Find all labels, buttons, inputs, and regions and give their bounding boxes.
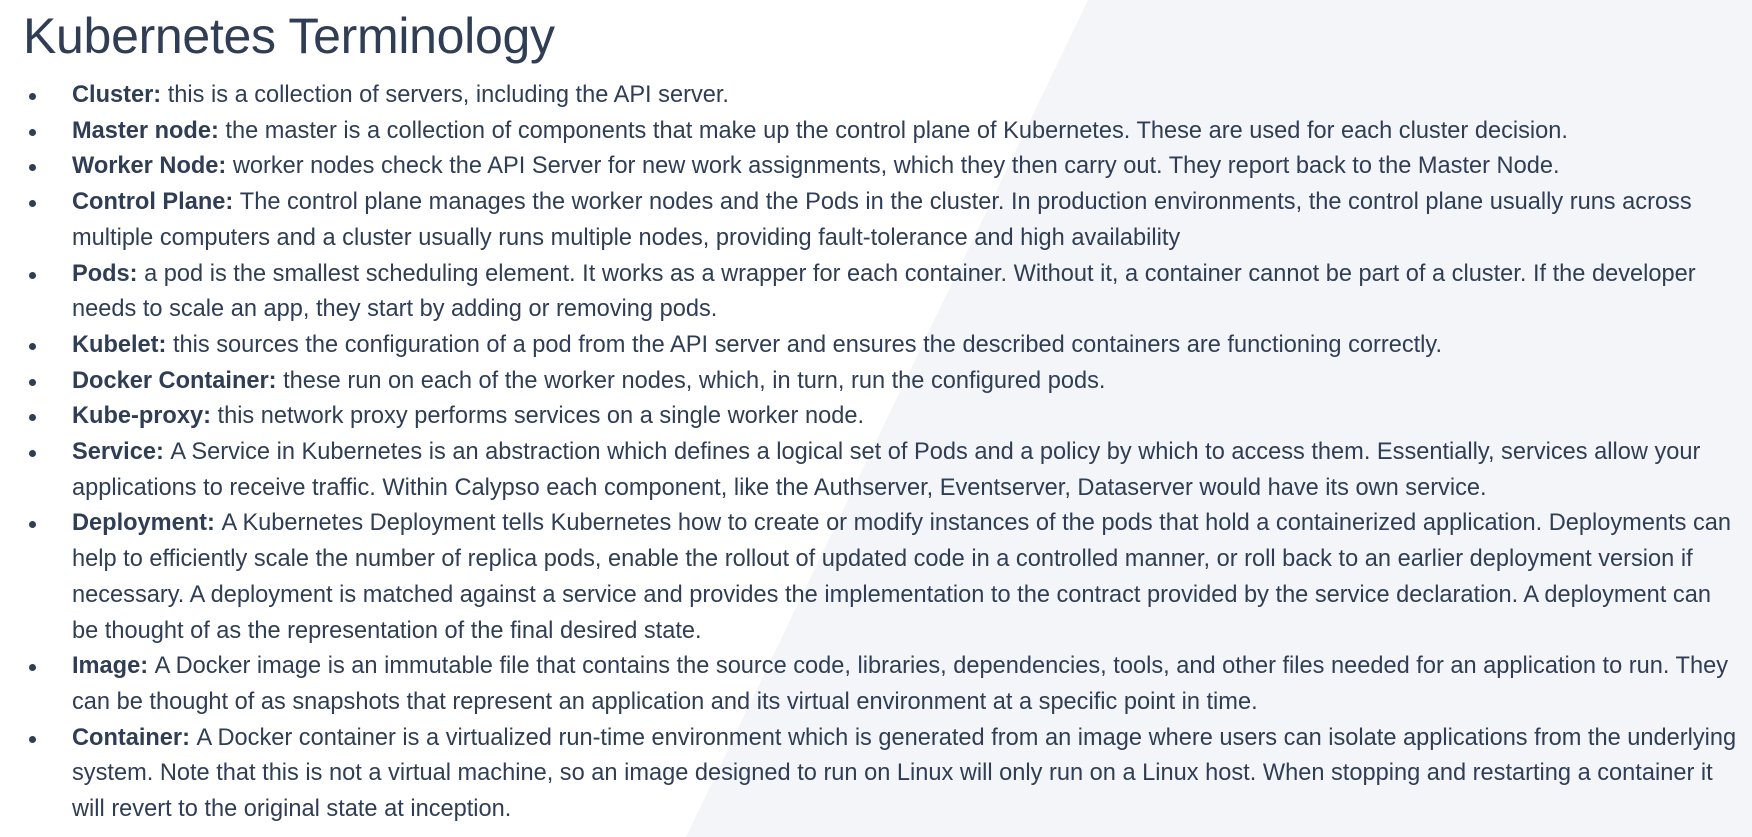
term-label: Kube-proxy:	[72, 403, 218, 430]
bullet-icon	[29, 129, 36, 136]
term-label: Pods:	[72, 260, 145, 287]
page-title: Kubernetes Terminology	[23, 8, 555, 64]
term-label: Worker Node:	[72, 153, 233, 180]
bullet-icon	[29, 93, 36, 100]
list-item	[0, 78, 1740, 114]
bullet-icon	[29, 450, 36, 457]
list-item	[0, 506, 1740, 649]
bullet-icon	[29, 414, 36, 421]
term-definition: this is a collection of servers, including the API server.	[167, 82, 729, 108]
bullet-icon	[29, 664, 36, 671]
term-label: Kubelet:	[72, 331, 173, 358]
term-label: Docker Container:	[72, 367, 284, 394]
term-label: Deployment:	[72, 510, 222, 537]
terminology-list	[0, 78, 1740, 828]
list-item	[0, 185, 1740, 256]
term-definition: A Kubernetes Deployment tells Kubernetes how to create or modify instances of the pods that hold a containerized application. Deployments can help to efficiently scale the number of replica pods, enable the rollout of updated code in a controlled manner, or roll back to an earlier deployment version if necessary. A deployment is matched against a service and provides the implementation to the contract provided by the service declaration. A deployment can be thought of as the representation of the final desired state.	[72, 510, 1732, 644]
bullet-icon	[29, 343, 36, 350]
list-item	[0, 149, 1740, 185]
term-definition: the master is a collection of components that make up the control plane of Kubernetes. These are used for each cluster decision.	[225, 117, 1568, 144]
bullet-icon	[29, 736, 36, 743]
bullet-icon	[29, 272, 36, 279]
bullet-icon	[29, 379, 36, 386]
list-item	[0, 114, 1740, 150]
term-definition: these run on each of the worker nodes, which, in turn, run the configured pods.	[283, 367, 1106, 394]
list-item	[0, 328, 1740, 364]
term-label: Image:	[72, 653, 155, 680]
term-definition: A Docker image is an immutable file that contains the source code, libraries, dependencies, tools, and other files needed for an application to run. They can be thought of as snapshots that represent an application and its virtual environment at a specific point in time.	[72, 653, 1729, 715]
bullet-icon	[29, 200, 36, 207]
list-item	[0, 364, 1740, 400]
bullet-icon	[29, 521, 36, 528]
term-label: Master node:	[72, 117, 226, 144]
term-label: Cluster:	[72, 82, 168, 108]
term-label: Control Plane:	[72, 189, 240, 216]
term-definition: The control plane manages the worker nodes and the Pods in the cluster. In production environments, the control plane usually runs across multiple computers and a cluster usually runs multiple nodes, providing fault-tolerance and high availability	[72, 189, 1692, 251]
term-definition: A Service in Kubernetes is an abstraction which defines a logical set of Pods and a policy by which to access them. Essentially, services allow your applications to receive traffic. Within Calypso each component, like the Authserver, Eventserver, Dataserver would have its own service.	[72, 439, 1701, 501]
term-label: Container:	[72, 724, 197, 751]
list-item	[0, 399, 1740, 435]
bullet-icon	[29, 164, 36, 171]
term-label: Service:	[72, 439, 171, 466]
list-item	[0, 649, 1740, 720]
term-definition: this sources the configuration of a pod from the API server and ensures the described containers are functioning correctly.	[172, 331, 1443, 358]
term-definition: worker nodes check the API Server for new work assignments, which they then carry out. They report back to the Master Node.	[232, 153, 1560, 180]
term-definition: a pod is the smallest scheduling element. It works as a wrapper for each container. Without it, a container cannot be part of a cluster. If the developer needs to scale an app, they start by adding or removing pods.	[72, 260, 1696, 323]
term-definition: A Docker container is a virtualized run-time environment which is generated from an image where users can isolate applications from the underlying system. Note that this is not a virtual machine, so an image designed to run on Linux will only run on a Linux host. When stopping and restarting a container it will revert to the original state at inception.	[72, 724, 1737, 823]
list-item	[0, 257, 1740, 328]
list-item	[0, 721, 1740, 828]
list-item	[0, 435, 1740, 506]
term-definition: this network proxy performs services on a single worker node.	[217, 403, 864, 430]
